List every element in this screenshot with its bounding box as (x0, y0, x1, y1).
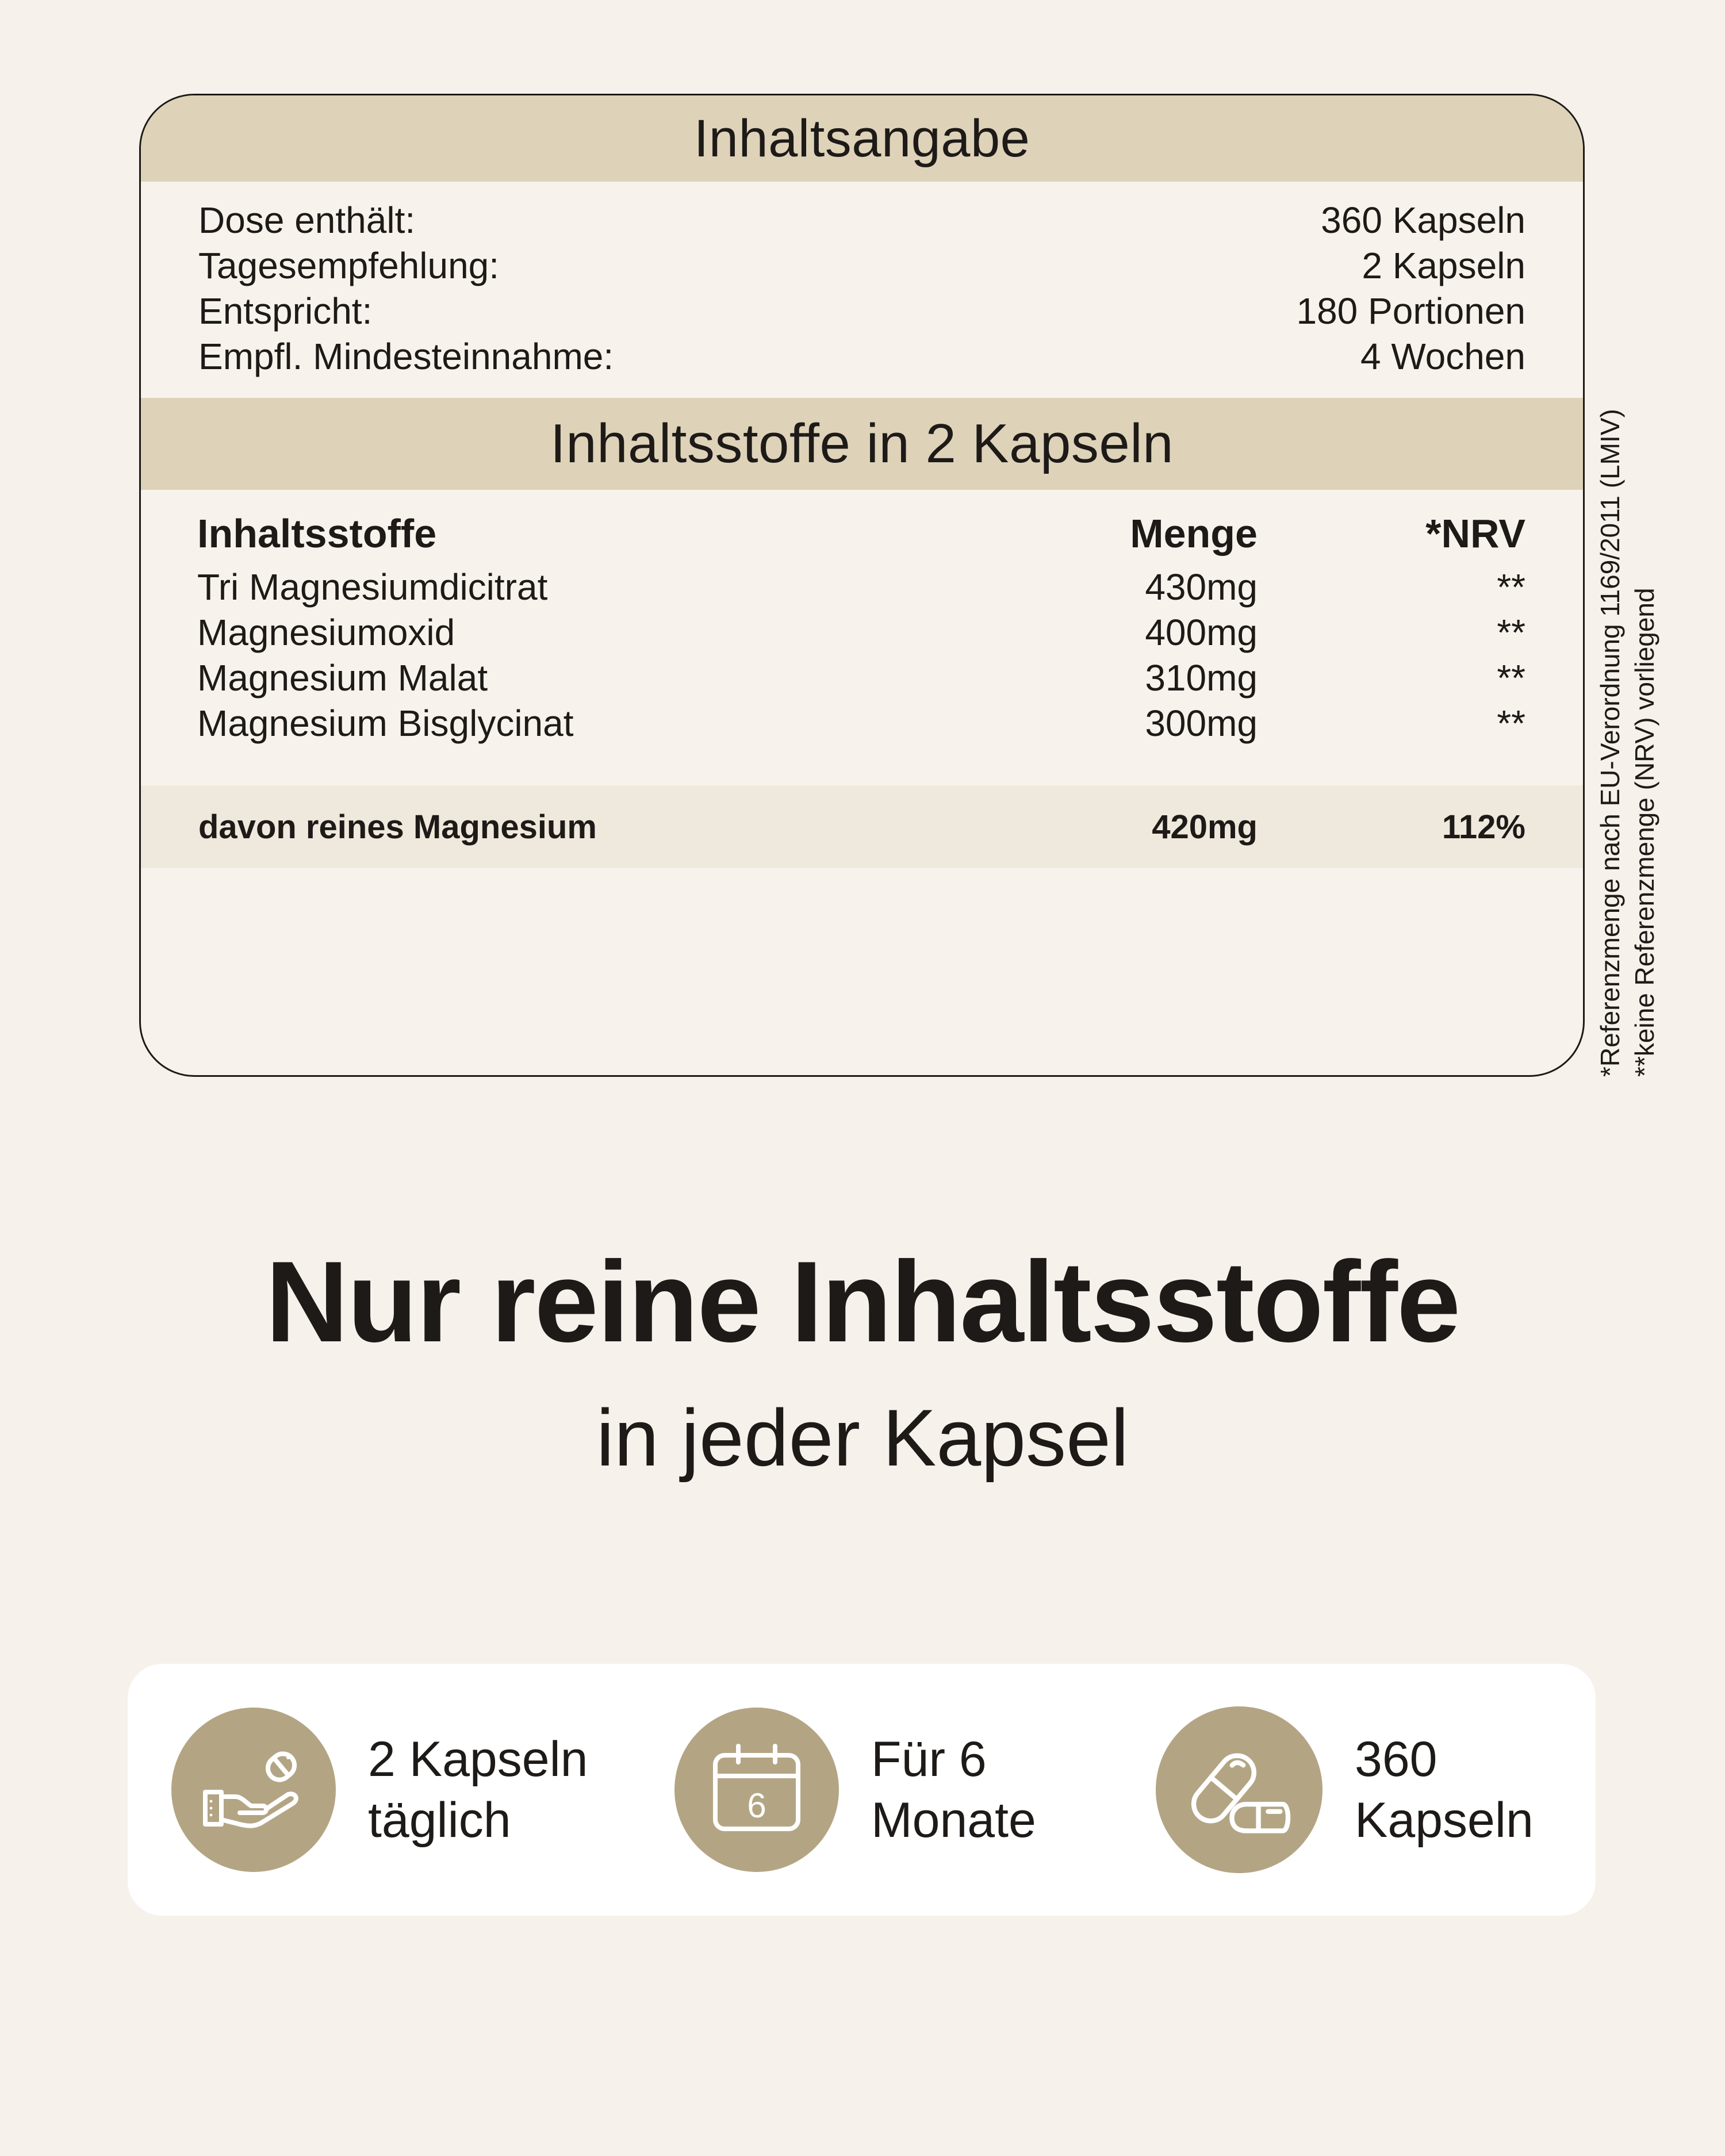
info-row (198, 243, 1525, 289)
features-bar (128, 1664, 1596, 1916)
info-value: 180 Portionen (1296, 290, 1525, 332)
ingredient-amount: 310mg (1145, 657, 1258, 699)
ingredient-name: Magnesium Malat (197, 657, 488, 699)
feature-label (368, 1729, 588, 1851)
ingredient-nrv: ** (1497, 703, 1525, 744)
info-label: Entspricht: (198, 290, 373, 332)
info-row (198, 289, 1525, 334)
feature-label (1355, 1729, 1534, 1851)
info-value: 360 Kapseln (1321, 200, 1525, 241)
info-label: Dose enthält: (198, 200, 416, 241)
calendar-icon (674, 1708, 839, 1872)
total-name: davon reines Magnesium (198, 808, 597, 846)
total-nrv: 112% (1442, 808, 1525, 846)
ingredients-table (197, 505, 1525, 746)
ingredient-nrv: ** (1497, 657, 1525, 699)
feature-line2: Monate (871, 1793, 1036, 1848)
headline-subtitle: in jeder Kapsel (596, 1392, 1129, 1483)
ingredient-nrv: ** (1497, 566, 1525, 608)
feature-daily-dose (171, 1664, 588, 1916)
nutrition-card (139, 94, 1585, 1077)
ingredient-name: Tri Magnesiumdicitrat (197, 566, 548, 608)
ingredient-nrv: ** (1497, 612, 1525, 653)
feature-label (871, 1729, 1036, 1851)
info-row (198, 334, 1525, 379)
capsules-icon (1156, 1706, 1322, 1873)
section-title-band (141, 398, 1583, 490)
feature-count (1156, 1664, 1534, 1916)
header-amount: Menge (1130, 511, 1258, 556)
header-ingredient: Inhaltsstoffe (197, 511, 437, 556)
info-value: 2 Kapseln (1362, 245, 1525, 286)
card-title-band (141, 95, 1583, 182)
footnotes (1593, 409, 1662, 1077)
ingredient-name: Magnesium Bisglycinat (197, 703, 574, 744)
total-amount: 420mg (1152, 808, 1258, 846)
section-title: Inhaltsstoffe in 2 Kapseln (550, 413, 1174, 474)
ingredient-amount: 400mg (1145, 612, 1258, 653)
info-value: 4 Wochen (1360, 336, 1525, 377)
ingredient-amount: 300mg (1145, 703, 1258, 744)
feature-line1: 360 (1355, 1732, 1438, 1787)
table-row (197, 610, 1525, 655)
table-header (197, 505, 1525, 562)
total-row (141, 785, 1583, 868)
card-title: Inhaltsangabe (693, 109, 1030, 168)
footnote-nrv-reference: *Referenzmenge nach EU-Verordnung 1169/2011 (LMIV) (1595, 409, 1625, 1077)
info-row (198, 198, 1525, 243)
header-nrv: *NRV (1425, 511, 1525, 556)
headline-title: Nur reine Inhaltsstoffe (265, 1238, 1460, 1366)
info-label: Empfl. Mindesteinnahme: (198, 336, 614, 377)
table-row (197, 565, 1525, 610)
footnote-no-reference: **keine Referenzmenge (NRV) vorliegend (1630, 588, 1659, 1077)
feature-line1: Für 6 (871, 1732, 987, 1787)
table-row (197, 701, 1525, 746)
feature-line2: täglich (368, 1793, 511, 1848)
calendar-number: 6 (747, 1786, 766, 1825)
ingredient-name: Magnesiumoxid (197, 612, 455, 653)
ingredient-amount: 430mg (1145, 566, 1258, 608)
info-list (198, 198, 1525, 379)
table-row (197, 655, 1525, 701)
hand-capsule-icon (171, 1708, 336, 1872)
feature-line1: 2 Kapseln (368, 1732, 588, 1787)
feature-line2: Kapseln (1355, 1793, 1534, 1848)
info-label: Tagesempfehlung: (198, 245, 500, 286)
feature-duration (674, 1664, 1036, 1916)
